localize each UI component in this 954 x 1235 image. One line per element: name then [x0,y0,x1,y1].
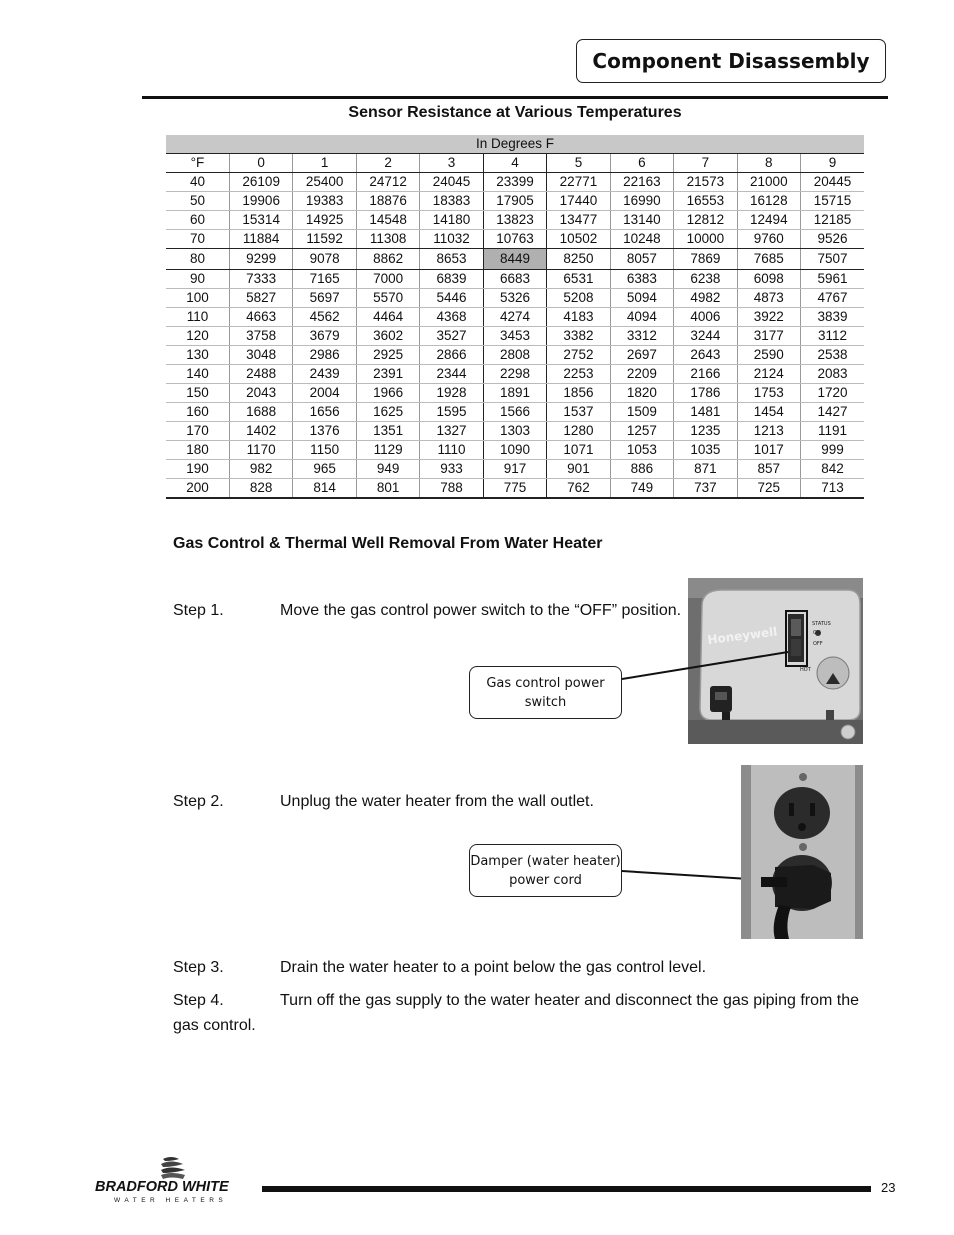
table-cell: 15715 [801,192,864,211]
table-cell: 828 [229,479,292,499]
table-row [166,249,864,270]
table-row-temperature: 120 [166,327,229,346]
table-cell: 3048 [229,346,292,365]
table-row [166,384,864,403]
table-cell: 4663 [229,308,292,327]
table-row [166,327,864,346]
table-row-temperature: 130 [166,346,229,365]
table-cell: 10248 [610,230,673,249]
table-cell: 16128 [737,192,800,211]
table-cell: 18383 [420,192,483,211]
table-cell: 1656 [293,403,356,422]
callout-gas-control-switch [469,666,622,719]
table-cell: 6839 [420,270,483,289]
table-row [166,289,864,308]
table-row [166,270,864,289]
table-row [166,346,864,365]
table-cell: 7165 [293,270,356,289]
table-cell: 2439 [293,365,356,384]
table-row-temperature: 190 [166,460,229,479]
table-cell: 5827 [229,289,292,308]
table-cell: 3312 [610,327,673,346]
table-cell: 857 [737,460,800,479]
step-1-text: Move the gas control power switch to the “OFF” position. [280,602,682,619]
table-cell: 4982 [674,289,737,308]
table-cell: 21573 [674,173,737,192]
table-row-temperature: 200 [166,479,229,499]
table-cell: 6531 [547,270,610,289]
table-cell: 2986 [293,346,356,365]
table-cell: 19383 [293,192,356,211]
table-row [166,460,864,479]
table-row [166,422,864,441]
table-header-cell: 8 [737,154,800,173]
wall-outlet-illustration [741,765,863,939]
table-cell: 10502 [547,230,610,249]
table-cell: 2253 [547,365,610,384]
table-cell: 775 [483,479,546,499]
table-cell: 4873 [737,289,800,308]
table-cell: 3602 [356,327,419,346]
step-2-text: Unplug the water heater from the wall outlet. [280,793,594,810]
table-cell: 917 [483,460,546,479]
table-cell: 5697 [293,289,356,308]
table-cell: 14925 [293,211,356,230]
table-cell: 1481 [674,403,737,422]
table-cell: 11308 [356,230,419,249]
callout-gas-control-switch-text: Gas control power switch [486,675,605,710]
table-row [166,365,864,384]
table-cell: 5094 [610,289,673,308]
table-cell: 9526 [801,230,864,249]
table-cell: 749 [610,479,673,499]
table-cell: 10000 [674,230,737,249]
table-cell: 2344 [420,365,483,384]
table-cell: 6098 [737,270,800,289]
table-cell: 1129 [356,441,419,460]
step-1-label: Step 1. [173,602,224,619]
table-cell: 788 [420,479,483,499]
table-cell: 12494 [737,211,800,230]
step-4 [173,988,863,1038]
table-cell: 1327 [420,422,483,441]
table-cell: 8057 [610,249,673,270]
table-header-cell: 0 [229,154,292,173]
photo-off-text: OFF [813,641,823,647]
table-cell: 949 [356,460,419,479]
step-4-label: Step 4. [173,992,224,1009]
table-row [166,192,864,211]
table-title: Sensor Resistance at Various Temperatures [348,104,682,121]
bradford-white-logo [95,1155,255,1205]
photo-on-text: ON [813,630,821,636]
table-cell: 10763 [483,230,546,249]
table-cell: 5961 [801,270,864,289]
table-cell: 3177 [737,327,800,346]
table-cell: 1595 [420,403,483,422]
step-3-text: Drain the water heater to a point below the gas control level. [280,959,707,976]
procedure-heading: Gas Control & Thermal Well Removal From Water Heater [173,535,603,552]
table-cell: 11884 [229,230,292,249]
table-row [166,173,864,192]
table-cell: 1257 [610,422,673,441]
table-row-temperature: 140 [166,365,229,384]
table-cell: 14548 [356,211,419,230]
table-cell: 725 [737,479,800,499]
table-cell: 3244 [674,327,737,346]
table-cell: 1376 [293,422,356,441]
table-cell: 1110 [420,441,483,460]
table-header-row [166,154,864,173]
step-1 [173,598,685,623]
table-cell: 1566 [483,403,546,422]
table-cell: 4368 [420,308,483,327]
table-cell: 2643 [674,346,737,365]
table-cell: 2209 [610,365,673,384]
table-cell: 22771 [547,173,610,192]
table-row-temperature: 100 [166,289,229,308]
step-3-label: Step 3. [173,959,224,976]
table-header-cell: 4 [483,154,546,173]
table-cell: 2488 [229,365,292,384]
table-header-cell: 2 [356,154,419,173]
table-cell: 9078 [293,249,356,270]
table-cell: 1688 [229,403,292,422]
table-cell: 6683 [483,270,546,289]
step-3 [173,955,863,980]
table-cell: 24045 [420,173,483,192]
table-row-temperature: 160 [166,403,229,422]
page-number: 23 [881,1180,896,1195]
table-cell: 3679 [293,327,356,346]
table-cell: 2391 [356,365,419,384]
table-cell: 1856 [547,384,610,403]
table-row-temperature: 50 [166,192,229,211]
table-cell: 2083 [801,365,864,384]
table-cell: 2866 [420,346,483,365]
photo-brand-text: Honeywell [706,624,779,647]
table-cell: 8653 [420,249,483,270]
table-header-cell: 5 [547,154,610,173]
photo-status-text: STATUS [812,621,831,627]
table-row-temperature: 150 [166,384,229,403]
table-row-temperature: 60 [166,211,229,230]
table-row-temperature: 170 [166,422,229,441]
table-cell: 1891 [483,384,546,403]
table-cell: 1035 [674,441,737,460]
footer-rule [262,1186,871,1192]
table-cell: 9760 [737,230,800,249]
table-cell: 21000 [737,173,800,192]
table-cell: 1537 [547,403,610,422]
table-cell: 1753 [737,384,800,403]
table-header-cell: 1 [293,154,356,173]
table-row-temperature: 40 [166,173,229,192]
table-cell: 2925 [356,346,419,365]
table-row [166,479,864,499]
table-row [166,441,864,460]
table-cell: 1351 [356,422,419,441]
table-cell: 4464 [356,308,419,327]
table-cell: 3922 [737,308,800,327]
table-cell: 4274 [483,308,546,327]
table-row-temperature: 70 [166,230,229,249]
table-cell: 13823 [483,211,546,230]
table-cell: 7000 [356,270,419,289]
table-cell: 965 [293,460,356,479]
table-cell: 1303 [483,422,546,441]
table-header-cell: 9 [801,154,864,173]
table-cell: 1625 [356,403,419,422]
table-cell: 2752 [547,346,610,365]
table-row-temperature: 90 [166,270,229,289]
table-cell: 4183 [547,308,610,327]
table-cell: 2808 [483,346,546,365]
table-cell: 1213 [737,422,800,441]
table-cell: 4006 [674,308,737,327]
table-cell: 886 [610,460,673,479]
logo-tagline: WATER HEATERS [114,1197,228,1204]
table-cell: 1017 [737,441,800,460]
table-cell: 5446 [420,289,483,308]
step-4-text: Turn off the gas supply to the water heater and disconnect the gas piping from the gas control. [173,992,860,1034]
table-cell: 4094 [610,308,673,327]
table-row [166,403,864,422]
table-cell: 1150 [293,441,356,460]
table-cell: 6238 [674,270,737,289]
table-row [166,230,864,249]
table-row [166,211,864,230]
table-cell: 1720 [801,384,864,403]
table-cell: 11032 [420,230,483,249]
photo-hot-text: HOT [800,667,811,673]
wall-outlet-photo [741,765,863,939]
table-cell: 7685 [737,249,800,270]
table-cell: 1928 [420,384,483,403]
table-cell: 2043 [229,384,292,403]
table-row [166,308,864,327]
table-cell: 7333 [229,270,292,289]
table-cell: 801 [356,479,419,499]
table-cell: 2697 [610,346,673,365]
step-2 [173,789,693,814]
table-row-temperature: 110 [166,308,229,327]
table-cell: 842 [801,460,864,479]
table-cell: 2166 [674,365,737,384]
table-header-cell: 3 [420,154,483,173]
table-cell: 1786 [674,384,737,403]
table-header-cell: 7 [674,154,737,173]
table-cell: 11592 [293,230,356,249]
table-cell: 4562 [293,308,356,327]
table-cell: 762 [547,479,610,499]
table-cell: 8449 [483,249,546,270]
table-cell: 17905 [483,192,546,211]
table-cell: 871 [674,460,737,479]
table-cell: 8250 [547,249,610,270]
table-cell: 20445 [801,173,864,192]
table-cell: 3527 [420,327,483,346]
table-row-temperature: 180 [166,441,229,460]
table-cell: 1053 [610,441,673,460]
callout-damper-power-cord-text: Damper (water heater) power cord [470,853,621,888]
table-cell: 1402 [229,422,292,441]
section-title-box [576,39,886,83]
table-cell: 5326 [483,289,546,308]
table-cell: 1071 [547,441,610,460]
table-cell: 12185 [801,211,864,230]
table-cell: 1454 [737,403,800,422]
table-cell: 23399 [483,173,546,192]
table-cell: 7507 [801,249,864,270]
table-cell: 7869 [674,249,737,270]
table-cell: 713 [801,479,864,499]
section-title: Component Disassembly [592,49,870,73]
table-cell: 8862 [356,249,419,270]
table-cell: 1191 [801,422,864,441]
gas-control-photo [688,578,863,744]
table-cell: 4767 [801,289,864,308]
table-cell: 13477 [547,211,610,230]
table-cell: 3112 [801,327,864,346]
table-cell: 24712 [356,173,419,192]
table-cell: 3839 [801,308,864,327]
table-cell: 999 [801,441,864,460]
table-cell: 6383 [610,270,673,289]
table-cell: 814 [293,479,356,499]
table-cell: 2538 [801,346,864,365]
sensor-resistance-table [166,135,864,499]
table-units-row [166,135,864,154]
table-cell: 2124 [737,365,800,384]
table-cell: 1966 [356,384,419,403]
table-cell: 16553 [674,192,737,211]
table-cell: 3382 [547,327,610,346]
table-cell: 16990 [610,192,673,211]
table-units-label: In Degrees F [166,135,864,154]
table-cell: 26109 [229,173,292,192]
table-cell: 2590 [737,346,800,365]
table-cell: 25400 [293,173,356,192]
table-cell: 14180 [420,211,483,230]
table-cell: 1235 [674,422,737,441]
table-cell: 982 [229,460,292,479]
table-header-cell: 6 [610,154,673,173]
table-cell: 1509 [610,403,673,422]
table-cell: 5570 [356,289,419,308]
table-cell: 19906 [229,192,292,211]
table-cell: 1427 [801,403,864,422]
table-cell: 12812 [674,211,737,230]
table-cell: 1170 [229,441,292,460]
table-cell: 13140 [610,211,673,230]
table-cell: 3453 [483,327,546,346]
header-rule [142,96,888,99]
table-cell: 5208 [547,289,610,308]
table-cell: 3758 [229,327,292,346]
table-cell: 737 [674,479,737,499]
table-cell: 2004 [293,384,356,403]
table-cell: 9299 [229,249,292,270]
table-cell: 901 [547,460,610,479]
table-row-temperature: 80 [166,249,229,270]
table-header-cell: °F [166,154,229,173]
table-cell: 1820 [610,384,673,403]
step-2-label: Step 2. [173,793,224,810]
table-cell: 1280 [547,422,610,441]
table-cell: 1090 [483,441,546,460]
table-cell: 17440 [547,192,610,211]
table-cell: 22163 [610,173,673,192]
table-cell: 18876 [356,192,419,211]
bradford-white-logo-icon [95,1155,255,1205]
callout-damper-power-cord [469,844,622,897]
table-cell: 933 [420,460,483,479]
table-cell: 15314 [229,211,292,230]
table-cell: 2298 [483,365,546,384]
gas-control-illustration [688,578,863,744]
logo-name: BRADFORD WHITE [95,1179,229,1195]
